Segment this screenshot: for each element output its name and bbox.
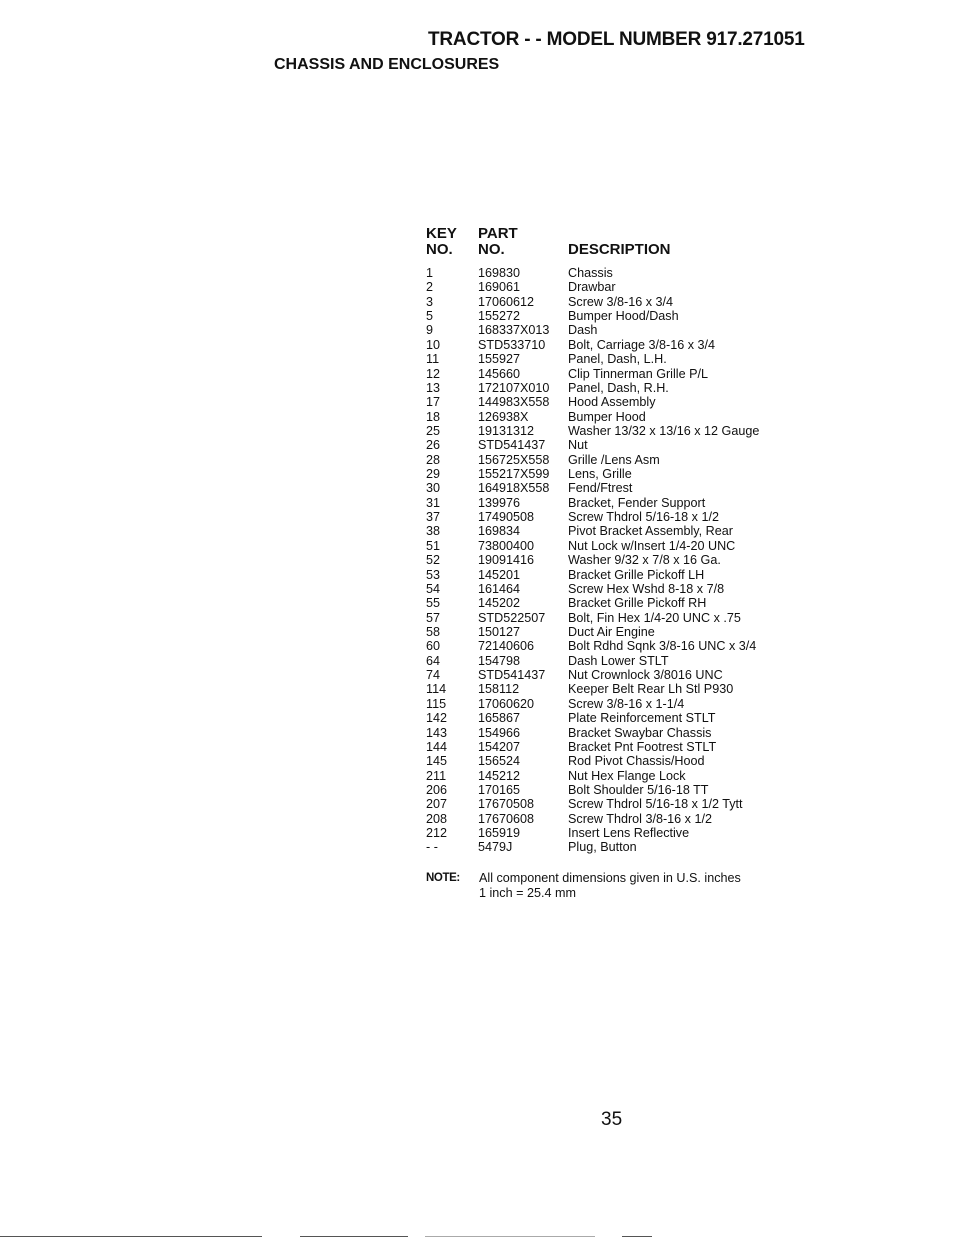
parts-row [426, 840, 806, 854]
part-number: STD522507 [478, 610, 546, 625]
part-key: 142 [426, 711, 448, 726]
parts-row [426, 697, 806, 711]
part-key: 54 [426, 581, 441, 596]
parts-row [426, 783, 806, 797]
parts-row [426, 266, 806, 280]
note-line-2: 1 inch = 25.4 mm [479, 885, 576, 900]
part-number: 170165 [478, 782, 521, 797]
part-number: 165919 [478, 826, 521, 841]
part-description: Fend/Ftrest [568, 481, 633, 496]
part-description: Screw Thdrol 5/16-18 x 1/2 [568, 510, 719, 525]
parts-row [426, 410, 806, 424]
part-key: 37 [426, 510, 441, 525]
part-key: 31 [426, 495, 441, 510]
parts-row [426, 582, 806, 596]
part-number: 17060620 [478, 696, 535, 711]
parts-row [426, 769, 806, 783]
part-description: Drawbar [568, 280, 616, 295]
part-key: 211 [426, 768, 447, 783]
part-key: 144 [426, 739, 448, 754]
parts-row [426, 280, 806, 294]
part-number: 145201 [478, 567, 521, 582]
part-key: 208 [426, 811, 448, 826]
parts-row [426, 496, 806, 510]
part-key: 57 [426, 610, 441, 625]
parts-row [426, 711, 806, 725]
part-description: Bolt, Carriage 3/8-16 x 3/4 [568, 337, 716, 352]
part-description: Clip Tinnerman Grille P/L [568, 366, 708, 381]
part-number: 155217X599 [478, 467, 550, 482]
part-number: 161464 [478, 581, 521, 596]
part-number: 19091416 [478, 553, 535, 568]
parts-row [426, 611, 806, 625]
parts-row [426, 596, 806, 610]
parts-row [426, 323, 806, 337]
part-description: Plate Reinforcement STLT [568, 711, 716, 726]
part-number: 19131312 [478, 423, 535, 438]
parts-row [426, 367, 806, 381]
parts-row [426, 438, 806, 452]
part-description: Bolt Rdhd Sqnk 3/8-16 UNC x 3/4 [568, 639, 757, 654]
part-description: Insert Lens Reflective [568, 826, 690, 841]
part-number: 169061 [478, 280, 521, 295]
part-key: 206 [426, 782, 448, 797]
part-number: 144983X558 [478, 395, 550, 410]
part-description: Washer 9/32 x 7/8 x 16 Ga. [568, 553, 721, 568]
column-header-description: DESCRIPTION [568, 241, 671, 258]
part-key: 207 [426, 797, 448, 812]
part-key: 52 [426, 553, 441, 568]
part-description: Bolt, Fin Hex 1/4-20 UNC x .75 [568, 610, 741, 625]
page-number: 35 [601, 1109, 623, 1130]
part-number: 17670608 [478, 811, 535, 826]
part-description: Bumper Hood [568, 409, 646, 424]
part-key: 29 [426, 467, 441, 482]
parts-row [426, 352, 806, 366]
part-key: 30 [426, 481, 441, 496]
parts-row [426, 338, 806, 352]
part-number: 126938X [478, 409, 529, 424]
column-header-key-line1: KEY [426, 225, 457, 242]
part-number: 169834 [478, 524, 521, 539]
part-description: Screw Hex Wshd 8-18 x 7/8 [568, 581, 725, 596]
part-key: 9 [426, 323, 434, 338]
part-key: 51 [426, 538, 441, 553]
part-key: 212 [426, 826, 448, 841]
parts-row [426, 568, 806, 582]
part-key: - - [426, 840, 438, 855]
part-number: 154966 [478, 725, 521, 740]
parts-row [426, 539, 806, 553]
parts-row [426, 510, 806, 524]
part-key: 64 [426, 653, 441, 668]
part-number: 73800400 [478, 538, 535, 553]
part-number: 145202 [478, 596, 521, 611]
part-description: Nut Crownlock 3/8016 UNC [568, 668, 723, 683]
part-number: 139976 [478, 495, 521, 510]
part-description: Bracket Swaybar Chassis [568, 725, 712, 740]
part-description: Hood Assembly [568, 395, 656, 410]
note-label: NOTE: [426, 872, 460, 884]
parts-row [426, 740, 806, 754]
parts-row [426, 726, 806, 740]
parts-row [426, 524, 806, 538]
parts-row [426, 797, 806, 811]
part-key: 26 [426, 438, 441, 453]
column-header-key [426, 226, 457, 258]
part-description: Panel, Dash, L.H. [568, 352, 667, 367]
bottom-rule [622, 1236, 652, 1237]
part-description: Bracket Pnt Footrest STLT [568, 739, 717, 754]
parts-row [426, 424, 806, 438]
note-text [479, 871, 741, 900]
part-description: Keeper Belt Rear Lh Stl P930 [568, 682, 734, 697]
part-number: 5479J [478, 840, 513, 855]
part-description: Panel, Dash, R.H. [568, 380, 669, 395]
part-number: 172107X010 [478, 380, 550, 395]
parts-row [426, 754, 806, 768]
part-key: 2 [426, 280, 434, 295]
part-description: Chassis [568, 266, 613, 280]
parts-row [426, 668, 806, 682]
part-description: Bracket Grille Pickoff RH [568, 596, 707, 611]
part-description: Rod Pivot Chassis/Hood [568, 754, 705, 769]
parts-row [426, 395, 806, 409]
parts-row [426, 654, 806, 668]
part-description: Screw Thdrol 5/16-18 x 1/2 Tytt [568, 797, 743, 812]
part-key: 18 [426, 409, 441, 424]
parts-row [426, 481, 806, 495]
part-key: 58 [426, 624, 441, 639]
part-description: Nut [568, 438, 588, 453]
part-description: Bracket Grille Pickoff LH [568, 567, 705, 582]
bottom-rule [0, 1236, 262, 1237]
parts-row [426, 309, 806, 323]
part-key: 143 [426, 725, 448, 740]
column-header-part-line2: NO. [478, 241, 505, 258]
part-number: 155272 [478, 309, 521, 324]
part-number: 17490508 [478, 510, 535, 525]
part-key: 55 [426, 596, 441, 611]
part-description: Nut Lock w/Insert 1/4-20 UNC [568, 538, 736, 553]
part-key: 5 [426, 309, 434, 324]
part-number: 168337X013 [478, 323, 550, 338]
part-description: Plug, Button [568, 840, 637, 855]
part-key: 38 [426, 524, 441, 539]
part-description: Screw 3/8-16 x 1-1/4 [568, 696, 685, 711]
part-number: 154207 [478, 739, 521, 754]
part-key: 10 [426, 337, 441, 352]
part-number: 155927 [478, 352, 521, 367]
part-description: Dash [568, 323, 598, 338]
part-number: 158112 [478, 682, 520, 697]
part-number: STD541437 [478, 438, 546, 453]
part-number: 165867 [478, 711, 521, 726]
part-number: 145212 [478, 768, 521, 783]
part-key: 3 [426, 294, 434, 309]
parts-row [426, 625, 806, 639]
part-key: 53 [426, 567, 441, 582]
part-number: 72140606 [478, 639, 535, 654]
part-number: 154798 [478, 653, 521, 668]
part-key: 60 [426, 639, 441, 654]
part-key: 28 [426, 452, 441, 467]
column-header-part [478, 226, 518, 258]
part-number: 164918X558 [478, 481, 550, 496]
part-key: 1 [426, 266, 434, 280]
parts-row [426, 553, 806, 567]
part-key: 115 [426, 696, 447, 711]
page-title: TRACTOR - - MODEL NUMBER 917.271051 [428, 29, 805, 50]
part-description: Bracket, Fender Support [568, 495, 706, 510]
part-description: Bolt Shoulder 5/16-18 TT [568, 782, 709, 797]
parts-row [426, 467, 806, 481]
bottom-rule [425, 1236, 595, 1237]
part-key: 12 [426, 366, 441, 381]
part-number: STD541437 [478, 668, 546, 683]
parts-row [426, 682, 806, 696]
parts-row [426, 639, 806, 653]
part-number: 17060612 [478, 294, 535, 309]
part-number: 156524 [478, 754, 521, 769]
part-description: Lens, Grille [568, 467, 632, 482]
part-number: 169830 [478, 266, 521, 280]
part-description: Grille /Lens Asm [568, 452, 660, 467]
part-description: Bumper Hood/Dash [568, 309, 679, 324]
part-number: 145660 [478, 366, 521, 381]
parts-row [426, 295, 806, 309]
parts-row [426, 812, 806, 826]
column-header-part-line1: PART [478, 225, 518, 242]
part-number: 150127 [478, 624, 521, 639]
part-description: Screw 3/8-16 x 3/4 [568, 294, 673, 309]
part-key: 145 [426, 754, 448, 769]
part-description: Washer 13/32 x 13/16 x 12 Gauge [568, 423, 760, 438]
part-description: Pivot Bracket Assembly, Rear [568, 524, 733, 539]
part-key: 11 [426, 352, 440, 367]
part-key: 13 [426, 380, 441, 395]
column-header-key-line2: NO. [426, 241, 453, 258]
part-description: Nut Hex Flange Lock [568, 768, 686, 783]
section-title: CHASSIS AND ENCLOSURES [274, 56, 500, 73]
part-number: 156725X558 [478, 452, 550, 467]
parts-list [426, 266, 806, 855]
parts-row [426, 826, 806, 840]
note-line-1: All component dimensions given in U.S. inches [479, 871, 741, 885]
bottom-rule [300, 1236, 408, 1237]
part-number: STD533710 [478, 337, 546, 352]
part-description: Dash Lower STLT [568, 653, 669, 668]
part-key: 25 [426, 423, 441, 438]
part-description: Duct Air Engine [568, 624, 655, 639]
part-key: 17 [426, 395, 441, 410]
part-number: 17670508 [478, 797, 535, 812]
part-key: 74 [426, 668, 441, 683]
part-key: 114 [426, 682, 447, 697]
parts-row [426, 381, 806, 395]
part-description: Screw Thdrol 3/8-16 x 1/2 [568, 811, 712, 826]
parts-row [426, 453, 806, 467]
